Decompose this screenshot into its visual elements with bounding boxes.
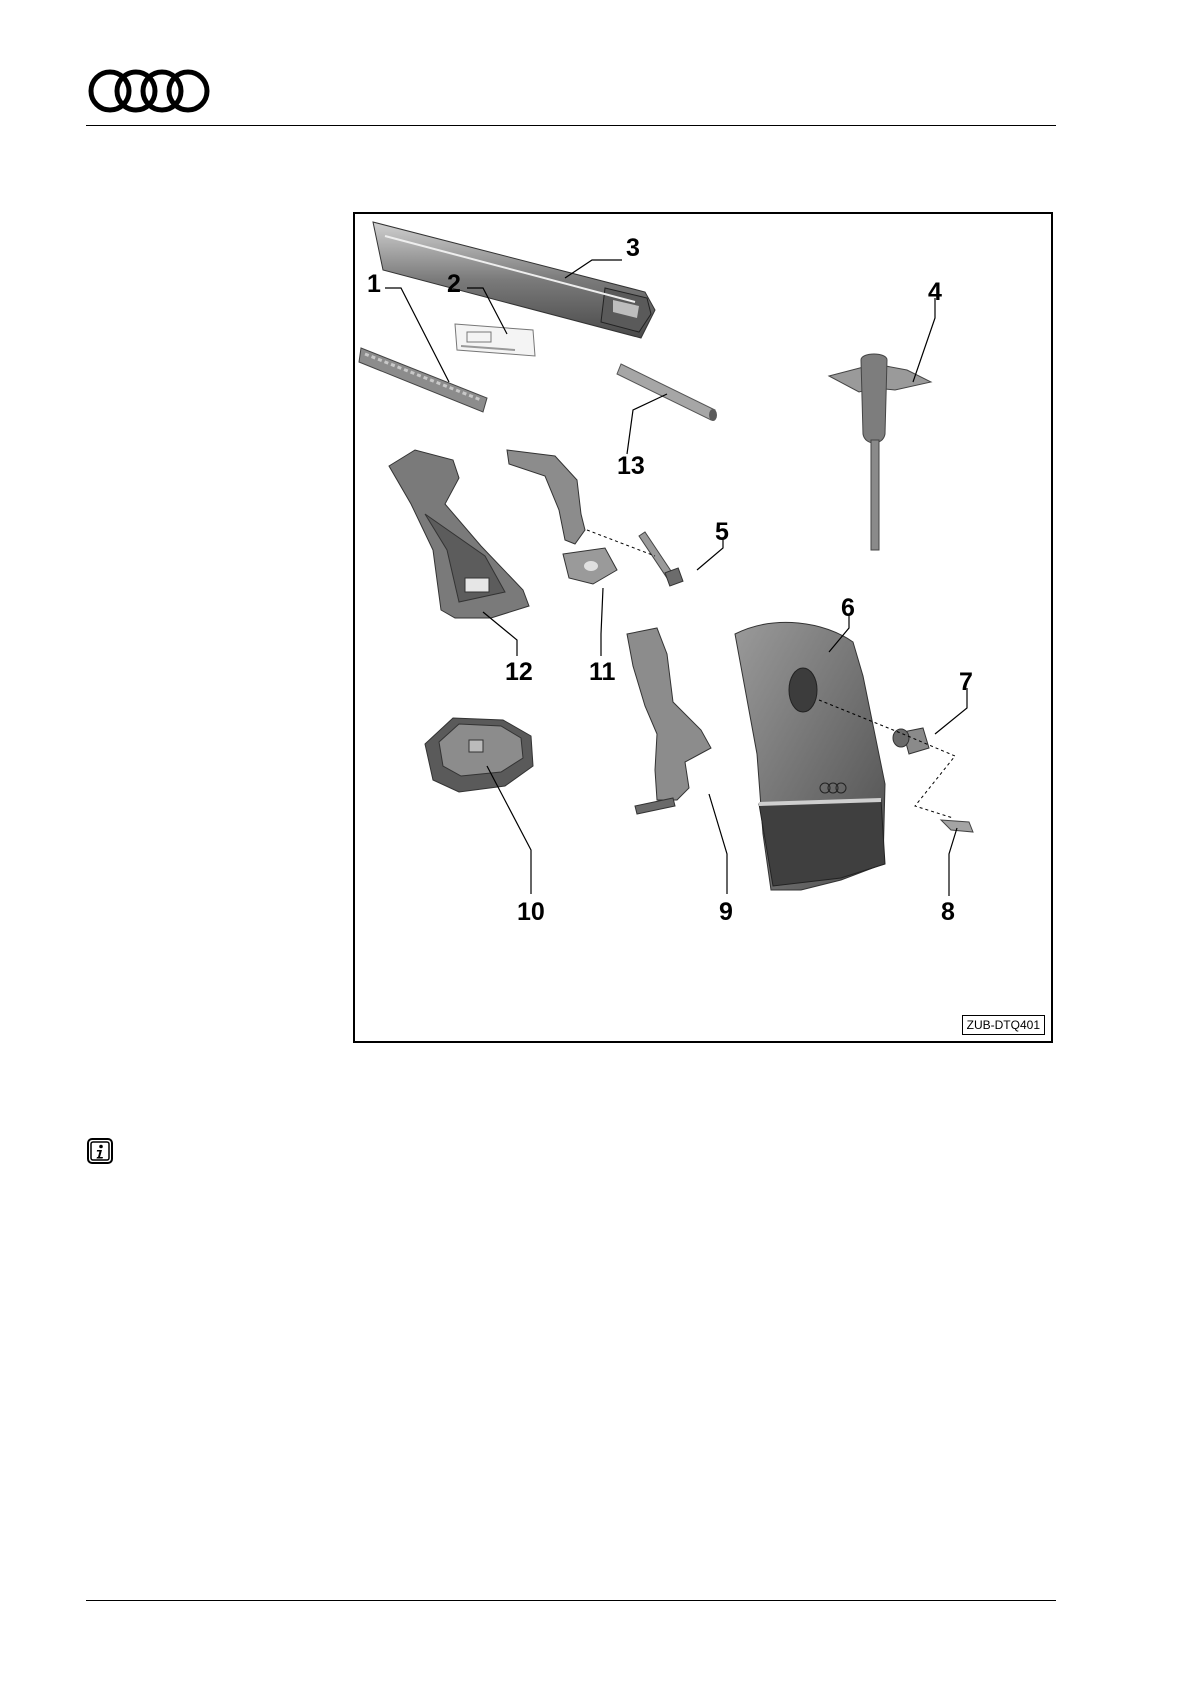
rubber-strip-part [359, 348, 487, 412]
foot-base-part [389, 450, 529, 618]
callout-4: 4 [928, 278, 942, 306]
callout-2: 2 [447, 270, 461, 298]
audi-rings-logo [86, 66, 212, 116]
callout-1: 1 [367, 270, 381, 298]
callout-9: 9 [719, 898, 733, 926]
bracket-plate-part [627, 628, 711, 814]
callout-10: 10 [517, 898, 545, 926]
bolt-part [639, 532, 683, 586]
callout-13: 13 [617, 452, 645, 480]
info-icon [86, 1137, 114, 1165]
roof-bar-part [373, 222, 655, 338]
figure-reference-code: ZUB-DTQ401 [962, 1015, 1045, 1035]
key-tool-part [829, 354, 931, 550]
callout-8: 8 [941, 898, 955, 926]
label-sticker-part [455, 324, 535, 356]
pad-base-part [425, 718, 533, 792]
callout-6: 6 [841, 594, 855, 622]
callout-5: 5 [715, 518, 729, 546]
header-divider [86, 125, 1056, 126]
footer-divider [86, 1600, 1056, 1601]
callout-7: 7 [959, 668, 973, 696]
key-part [941, 820, 973, 832]
exploded-parts-figure [353, 212, 1053, 1043]
clamp-bracket-part [507, 450, 617, 584]
callout-12: 12 [505, 658, 533, 686]
callout-11: 11 [589, 658, 616, 686]
rod-part [617, 364, 717, 421]
foot-cover-part [735, 622, 885, 890]
callout-3: 3 [626, 234, 640, 262]
